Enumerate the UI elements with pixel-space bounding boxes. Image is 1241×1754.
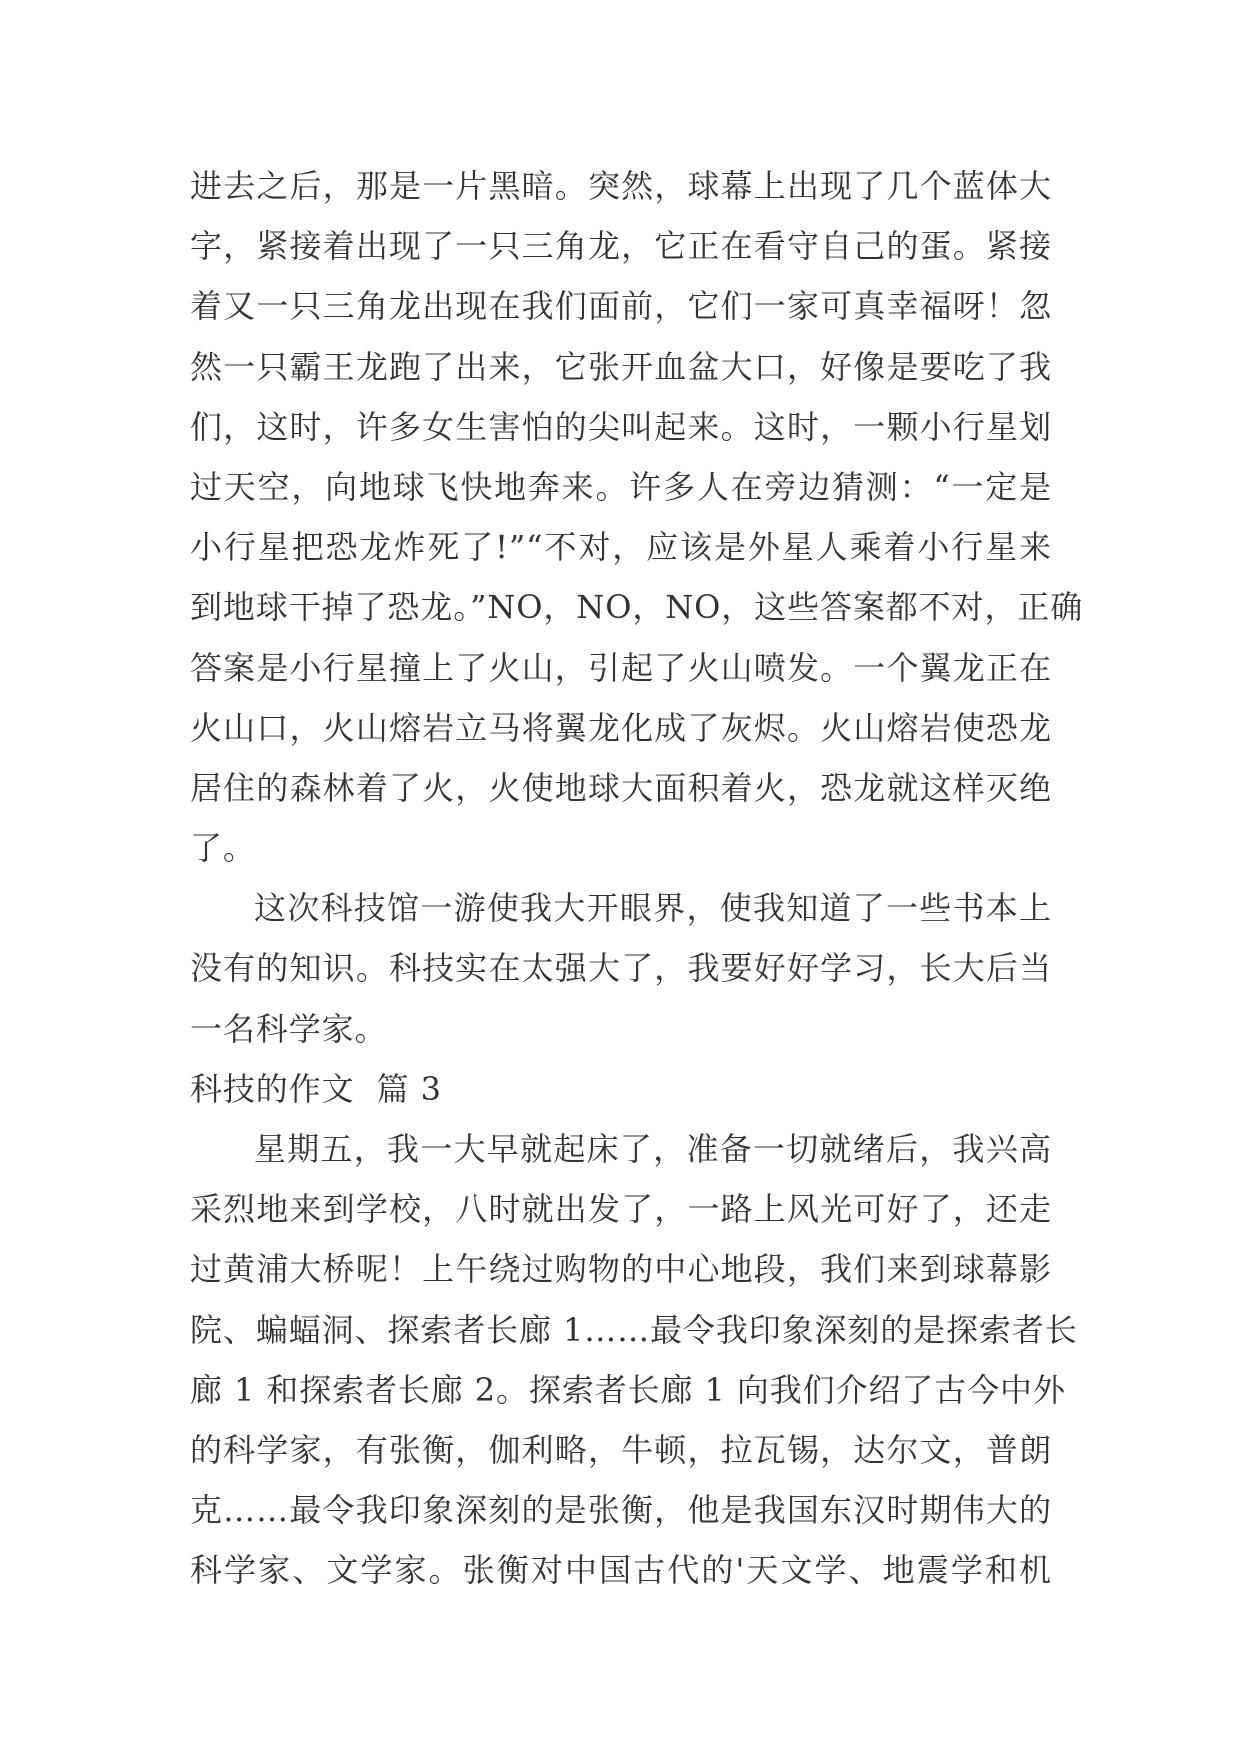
text-line: 过天空，向地球飞快地奔来。许多人在旁边猜测：“一定是 (190, 467, 1052, 506)
paragraph-conclusion (190, 878, 1052, 1059)
text-line: 采烈地来到学校，八时就出发了，一路上风光可好了，还走 (190, 1190, 1052, 1229)
text-line: 院、蝙蝠洞、探索者长廊 1……最令我印象深刻的是探索者长 (190, 1310, 1078, 1349)
text-line: 进去之后，那是一片黑暗。突然，球幕上出现了几个蓝体大 (190, 167, 1052, 205)
text-line: 星期五，我一大早就起床了，准备一切就绪后，我兴高 (254, 1130, 1052, 1168)
section-heading: 科技的作文 篇 3 (190, 1069, 442, 1108)
text-line: 了。 (190, 829, 256, 868)
text-line: 一名科学家。 (190, 1009, 388, 1048)
text-line: 的科学家，有张衡，伽利略，牛顿，拉瓦锡，达尔文，普朗 (190, 1430, 1052, 1469)
text-line: 过黄浦大桥呢！上午绕过购物的中心地段，我们来到球幕影 (190, 1250, 1052, 1289)
paragraph-friday-trip (190, 1119, 1078, 1601)
text-line: 字，紧接着出现了一只三角龙，它正在看守自己的蛋。紧接 (190, 227, 1052, 266)
text-line: 克……最令我印象深刻的是张衡，他是我国东汉时期伟大的 (190, 1491, 1052, 1530)
text-line: 到地球干掉了恐龙。”NO，NO，NO，这些答案都不对，正确 (190, 588, 1084, 627)
paragraph-dinosaur-show (190, 156, 1084, 878)
text-line: 小行星把恐龙炸死了!”“不对，应该是外星人乘着小行星来 (190, 528, 1052, 567)
text-line: 这次科技馆一游使我大开眼界，使我知道了一些书本上 (254, 889, 1052, 928)
article-body (190, 156, 1084, 1601)
text-line: 着又一只三角龙出现在我们面前，它们一家可真幸福呀！忽 (190, 287, 1052, 326)
text-line: 们，这时，许多女生害怕的尖叫起来。这时，一颗小行星划 (190, 407, 1052, 446)
text-line: 廊 1 和探索者长廊 2。探索者长廊 1 向我们介绍了古今中外 (190, 1370, 1066, 1409)
text-line: 然一只霸王龙跑了出来，它张开血盆大口，好像是要吃了我 (190, 347, 1052, 386)
text-line: 火山口，火山熔岩立马将翼龙化成了灰烬。火山熔岩使恐龙 (190, 708, 1052, 747)
text-line: 居住的森林着了火，火使地球大面积着火，恐龙就这样灭绝 (190, 768, 1052, 807)
text-line: 没有的知识。科技实在太强大了，我要好好学习，长大后当 (190, 949, 1052, 988)
text-line: 答案是小行星撞上了火山，引起了火山喷发。一个翼龙正在 (190, 648, 1052, 687)
text-line: 科学家、文学家。张衡对中国古代的'天文学、地震学和机 (190, 1551, 1052, 1590)
